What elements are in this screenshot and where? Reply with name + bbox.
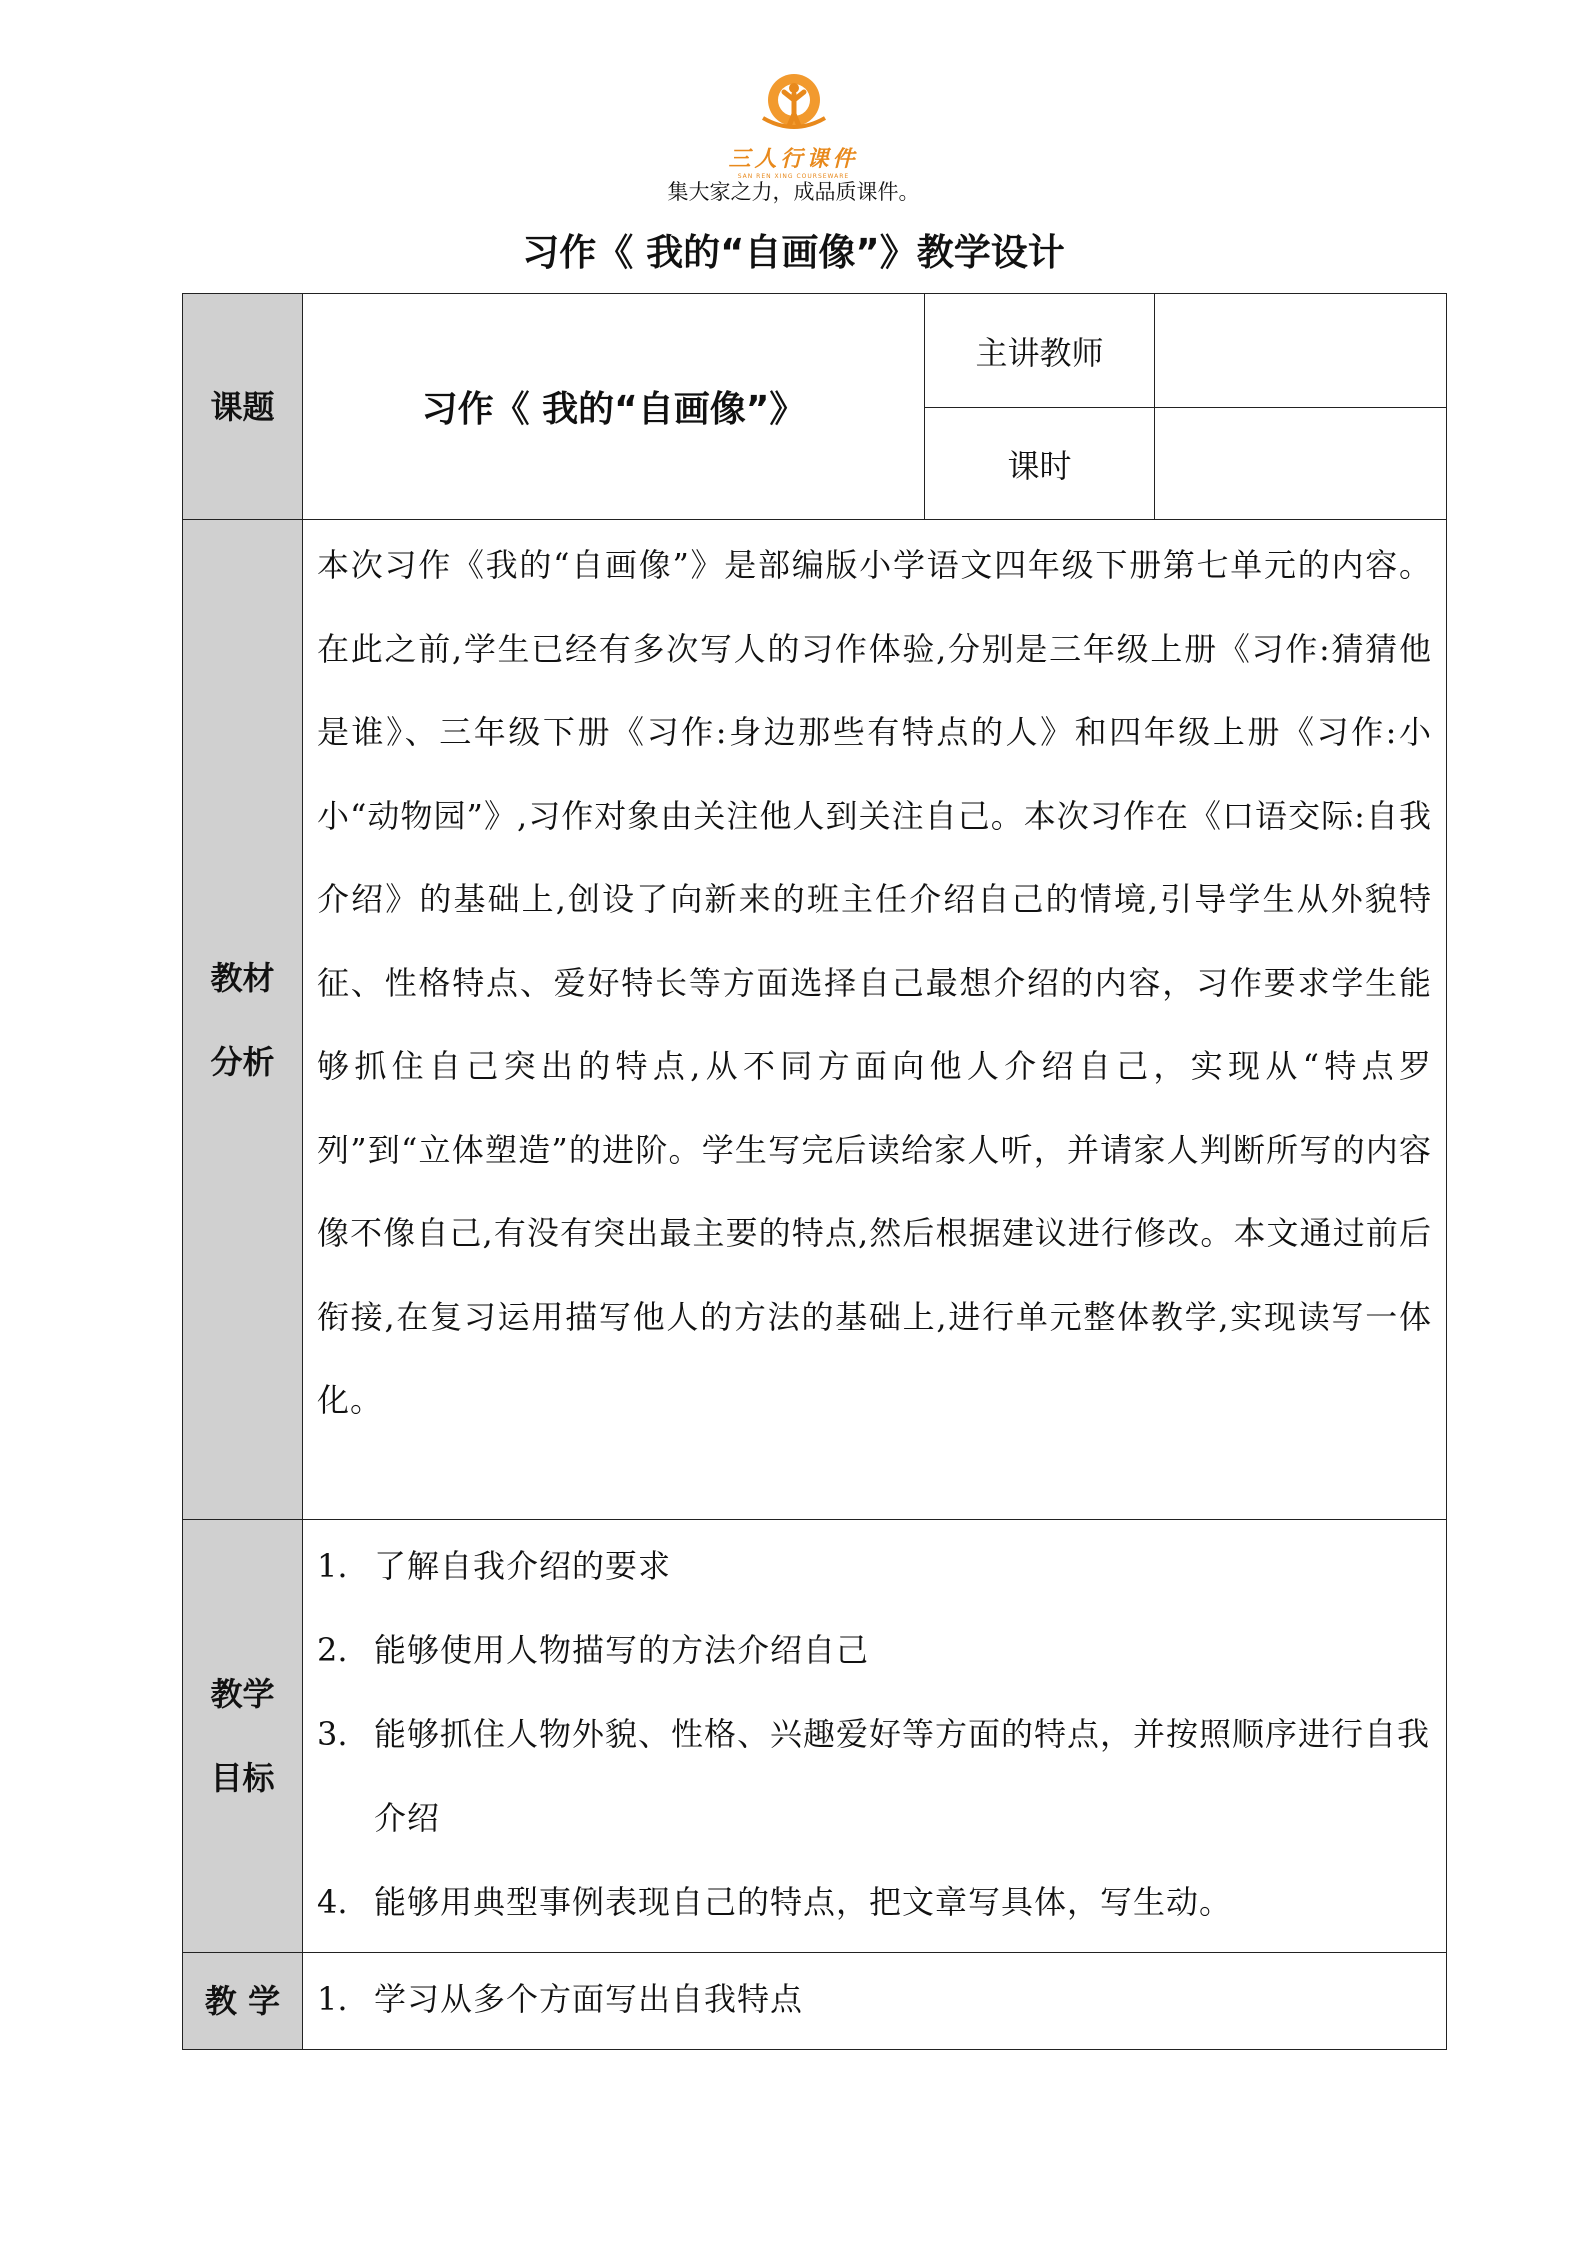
hours-label: 课时 — [925, 408, 1155, 520]
list-item — [317, 1957, 1432, 2041]
page-title: 习作《 我的“自画像”》教学设计 — [522, 231, 1065, 274]
list-item-text: 学习从多个方面写出自我特点 — [374, 1980, 804, 2018]
list-item-number: 4. — [317, 1883, 348, 1921]
label-goals-line1: 教学 — [210, 1675, 275, 1713]
list-item-number: 1. — [317, 1980, 348, 2018]
label-analysis-line1: 教材 — [210, 958, 275, 997]
label-topic: 课题 — [183, 294, 303, 520]
logo — [0, 70, 1587, 180]
lesson-plan-table — [182, 293, 1447, 2050]
list-item — [317, 1860, 1432, 1944]
label-goals — [183, 1520, 303, 1953]
list-item-number: 1. — [317, 1547, 348, 1585]
analysis-text: 本次习作《我的“自画像”》是部编版小学语文四年级下册第七单元的内容。在此之前,学生已经有多次写人的习作体验,分别是三年级上册《习作:猜猜他是谁》、三年级下册《习作:身边那些有特点的人》和四年级上册《习作:小小“动物园”》,习作对象由关注他人到关注自己。本次习作在《口语交际:自我介绍》的基础上,创设了向新来的班主任介绍自己的情境,引导学生从外貌特征、性格特点、爱好特长等方面选择自己最想介绍的内容，习作要求学生能够抓住自己突出的特点,从不同方面向他人介绍自己，实现从“特点罗列”到“立体塑造”的进阶。学生写完后读给家人听，并请家人判断所写的内容像不像自己,有没有突出最主要的特点,然后根据建议进行修改。本文通过前后衔接,在复习运用描写他人的方法的基础上,进行单元整体教学,实现读写一体化。 — [303, 520, 1447, 1520]
list-item-text: 能够使用人物描写的方法介绍自己 — [374, 1631, 870, 1669]
label-analysis-line2: 分析 — [210, 1042, 275, 1081]
list-item — [317, 1608, 1432, 1692]
label-analysis — [183, 520, 303, 1520]
list-item-text: 能够抓住人物外貌、性格、兴趣爱好等方面的特点，并按照顺序进行自我介绍 — [374, 1715, 1431, 1837]
label-key: 教 学 — [183, 1953, 303, 2050]
teacher-value — [1155, 294, 1447, 408]
logo-brand-text: 三人行课件 — [728, 147, 859, 172]
list-item-number: 3. — [317, 1715, 348, 1753]
table-row-topic — [183, 294, 1447, 408]
logo-sub-text: SAN REN XING COURSEWARE — [737, 173, 850, 180]
key-list — [303, 1953, 1447, 2050]
teacher-label: 主讲教师 — [925, 294, 1155, 408]
list-item-text: 了解自我介绍的要求 — [374, 1547, 672, 1585]
list-item — [317, 1692, 1432, 1860]
list-item — [317, 1524, 1432, 1608]
label-goals-line2: 目标 — [210, 1759, 275, 1797]
table-row-analysis — [183, 520, 1447, 1520]
topic-value: 习作《 我的“自画像”》 — [303, 294, 925, 520]
table-row-key — [183, 1953, 1447, 2050]
table-row-goals — [183, 1520, 1447, 1953]
goals-list — [303, 1520, 1447, 1953]
list-item-number: 2. — [317, 1631, 348, 1669]
slogan: 集大家之力，成品质课件。 — [667, 180, 920, 204]
hours-value — [1155, 408, 1447, 520]
brand-logo-icon — [749, 70, 839, 140]
list-item-text: 能够用典型事例表现自己的特点，把文章写具体，写生动。 — [374, 1883, 1233, 1921]
